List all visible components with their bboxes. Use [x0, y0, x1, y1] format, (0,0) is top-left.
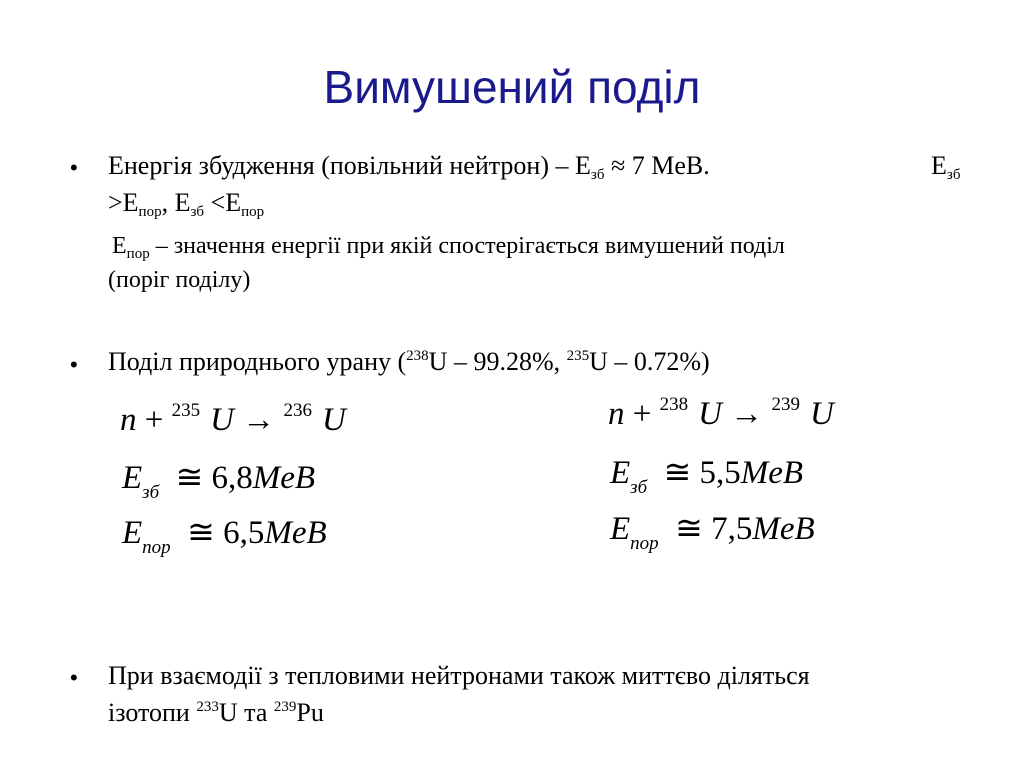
- excitation-energy-u235: [122, 457, 316, 503]
- value: 5,5: [699, 455, 741, 491]
- superscript: 238: [406, 348, 429, 364]
- bullet-marker: •: [70, 155, 78, 180]
- text: Поділ природнього урану (: [108, 347, 407, 376]
- subscript: пор: [126, 246, 150, 262]
- uranium-symbol: U: [698, 396, 722, 432]
- text: Pu: [296, 698, 324, 727]
- text: – значення енергії при якій спостерігається вимушений поділ: [149, 233, 785, 259]
- slide-title: Вимушений поділ: [323, 61, 701, 113]
- subscript: пор: [241, 204, 265, 220]
- bullet-excitation-energy: [108, 147, 988, 221]
- energy-symbol: E: [122, 460, 143, 496]
- unit: MeB: [752, 511, 815, 547]
- text: Енергія збудження (повільний нейтрон) – E: [108, 151, 591, 180]
- unit: MeB: [252, 460, 316, 496]
- text: <E: [204, 188, 242, 217]
- mass-number: 236: [283, 400, 312, 421]
- uranium-symbol: U: [809, 396, 834, 432]
- subscript: пор: [630, 533, 659, 554]
- reaction-u235: [120, 402, 346, 439]
- text: U та: [218, 698, 274, 727]
- bullet-natural-uranium: [108, 343, 988, 380]
- subscript: пор: [142, 537, 171, 558]
- approx-symbol: ≅: [175, 460, 204, 496]
- approx-symbol: ≅: [675, 511, 703, 547]
- mass-number: 235: [171, 400, 201, 421]
- superscript: 233: [196, 699, 219, 715]
- note-line-2: (поріг поділу): [108, 267, 251, 293]
- value: 6,5: [223, 515, 265, 551]
- bullet-line-2: [108, 184, 988, 221]
- energy-symbol: E: [122, 515, 143, 551]
- text: U – 99.28%,: [428, 347, 567, 376]
- text: >E: [108, 188, 139, 217]
- bullet-line-1: При взаємодії з тепловими нейтронами також миттєво діляться: [108, 661, 810, 690]
- threshold-energy-u238: [610, 508, 815, 554]
- bullet-thermal-neutrons: [108, 657, 1008, 731]
- superscript: 239: [273, 699, 297, 715]
- neutron-symbol: n: [120, 402, 137, 438]
- superscript: 235: [566, 348, 590, 364]
- neutron-symbol: n: [608, 396, 625, 432]
- subscript: зб: [630, 477, 648, 498]
- threshold-energy-u235: [122, 512, 327, 558]
- bullet-line-2: [108, 694, 1008, 731]
- text: ≈ 7 MeB.: [604, 151, 710, 180]
- mass-number: 238: [659, 394, 689, 415]
- subscript: зб: [142, 482, 160, 503]
- uranium-symbol: U: [321, 402, 346, 438]
- note-line-1: [112, 229, 992, 263]
- text: E: [931, 151, 947, 180]
- uranium-symbol: U: [210, 402, 234, 438]
- bullet-line-1: [108, 147, 988, 184]
- reaction-u238: [608, 396, 834, 433]
- value: 7,5: [711, 511, 753, 547]
- text: U – 0.72%): [589, 347, 710, 376]
- excitation-energy-u238: [610, 452, 804, 498]
- subscript: пор: [138, 204, 162, 220]
- arrow-symbol: →: [721, 396, 772, 432]
- bullet-marker: •: [70, 665, 78, 690]
- e-excitation-right: [931, 147, 960, 184]
- plus-sign: +: [624, 396, 660, 432]
- unit: MeB: [264, 515, 327, 551]
- approx-symbol: ≅: [663, 455, 692, 491]
- subscript: зб: [946, 167, 961, 183]
- energy-symbol: E: [610, 455, 631, 491]
- energy-symbol: E: [610, 511, 631, 547]
- unit: MeB: [740, 455, 804, 491]
- approx-symbol: ≅: [187, 515, 215, 551]
- plus-sign: +: [136, 402, 172, 438]
- text: , E: [161, 188, 191, 217]
- arrow-symbol: →: [233, 402, 284, 438]
- subscript: зб: [190, 204, 205, 220]
- subscript: зб: [590, 167, 605, 183]
- text: ізотопи: [108, 698, 197, 727]
- text: E: [112, 233, 127, 259]
- bullet-marker: •: [70, 352, 78, 377]
- threshold-note: [108, 229, 992, 297]
- value: 6,8: [211, 460, 253, 496]
- mass-number: 239: [771, 394, 800, 415]
